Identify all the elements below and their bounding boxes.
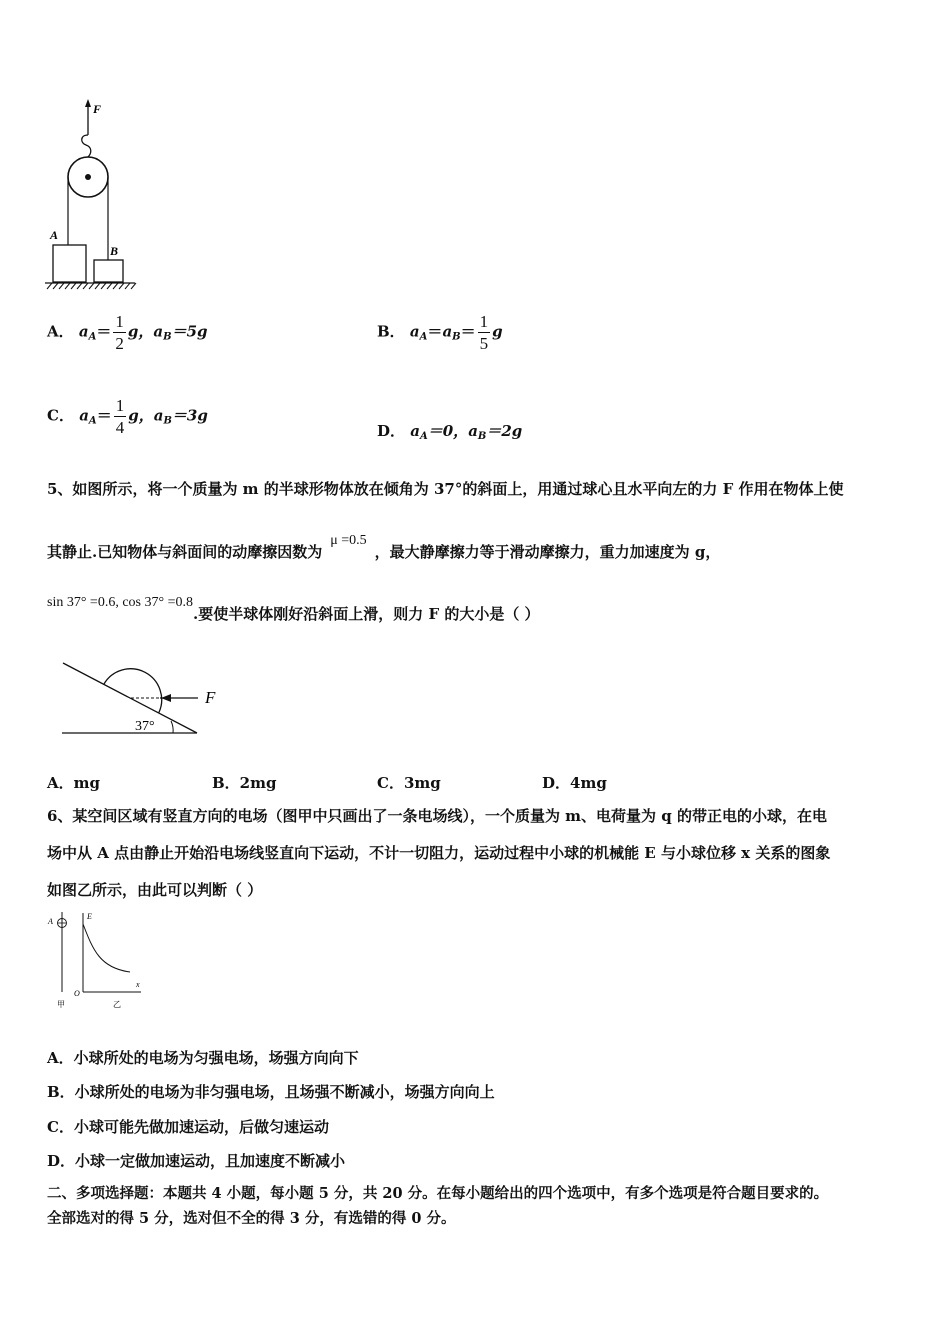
- q6-option-b: B．小球所处的电场为非匀强电场，且场强不断减小，场强方向向上: [47, 1083, 495, 1101]
- q6-option-d: D．小球一定做加速运动，且加速度不断减小: [47, 1152, 346, 1170]
- q5-option-c: C．3mg: [377, 774, 441, 792]
- angle-label: 37°: [135, 719, 155, 734]
- q5-line2: 其静止.已知物体与斜面间的动摩擦因数为μ =0.5，最大静摩擦力等于滑动摩擦力，重力加速度为 g，: [47, 533, 721, 561]
- fraction: $\frac{1}{5}$: [479, 312, 489, 353]
- caption-yi: 乙: [113, 1000, 121, 1009]
- q4-option-a: A． $a_A=$ $\frac{1}{2}$ g，$a_B=5g$: [47, 312, 208, 353]
- q4-option-c: C． $a_A=$ $\frac{1}{4}$ g，$a_B=3g$: [47, 396, 208, 437]
- section2-line2: 全部选对的得 5 分，选对但不全的得 3 分，有选错的得 0 分。: [47, 1210, 456, 1227]
- axis-e-label: E: [87, 912, 92, 921]
- incline-figure: [55, 655, 235, 740]
- q6-option-a: A．小球所处的电场为匀强电场，场强方向向下: [47, 1049, 359, 1067]
- q6-line2: 场中从 A 点由静止开始沿电场线竖直向下运动，不计一切阻力，运动过程中小球的机械能 E 与小球位移 x 关系的图象: [47, 844, 831, 862]
- mu-formula: μ =0.5: [330, 533, 367, 548]
- q5-option-d: D．4mg: [542, 774, 607, 792]
- block-a-label: A: [50, 228, 59, 242]
- trig-values: sin 37° =0.6, cos 37° =0.8: [47, 595, 193, 610]
- section2-line1: 二、多项选择题：本题共 4 小题，每小题 5 分，共 20 分。在每小题给出的四个选项中，有多个选项是符合题目要求的。: [47, 1185, 829, 1202]
- q6-option-c: C．小球可能先做加速运动，后做匀速运动: [47, 1118, 329, 1136]
- q5-option-a: A．mg: [47, 774, 100, 792]
- incline-force-label: F: [205, 688, 216, 707]
- q5-line3: sin 37° =0.6, cos 37° =0.8.要使半球体刚好沿斜面上滑，则力 F 的大小是（ ）: [47, 595, 540, 623]
- q6-line1: 6、某空间区域有竖直方向的电场（图甲中只画出了一条电场线），一个质量为 m、电荷量为 q 的带正电的小球，在电: [47, 807, 827, 825]
- fraction: $\frac{1}{2}$: [115, 312, 124, 353]
- q4-option-b: B． $a_A=a_B=$ $\frac{1}{5}$ g: [377, 312, 503, 353]
- q5-option-b: B．2mg: [212, 774, 277, 792]
- q6-line3: 如图乙所示，由此可以判断（ ）: [47, 881, 263, 899]
- field-graph-figure: [45, 910, 155, 1010]
- fraction: $\frac{1}{4}$: [115, 396, 125, 437]
- q4-option-d: D． $a_A=0$，$a_B=2g$: [377, 422, 523, 442]
- origin-label: O: [74, 989, 80, 998]
- point-a-label: A: [48, 917, 53, 926]
- block-b-label: B: [110, 244, 119, 258]
- axis-x-label: x: [136, 980, 140, 989]
- pulley-figure: [40, 95, 140, 300]
- caption-jia: 甲: [57, 1000, 65, 1009]
- force-label: F: [93, 102, 102, 116]
- q5-line1: 5、如图所示，将一个质量为 m 的半球形物体放在倾角为 37°的斜面上，用通过球心且水平向左的力 F 作用在物体上使: [47, 480, 844, 498]
